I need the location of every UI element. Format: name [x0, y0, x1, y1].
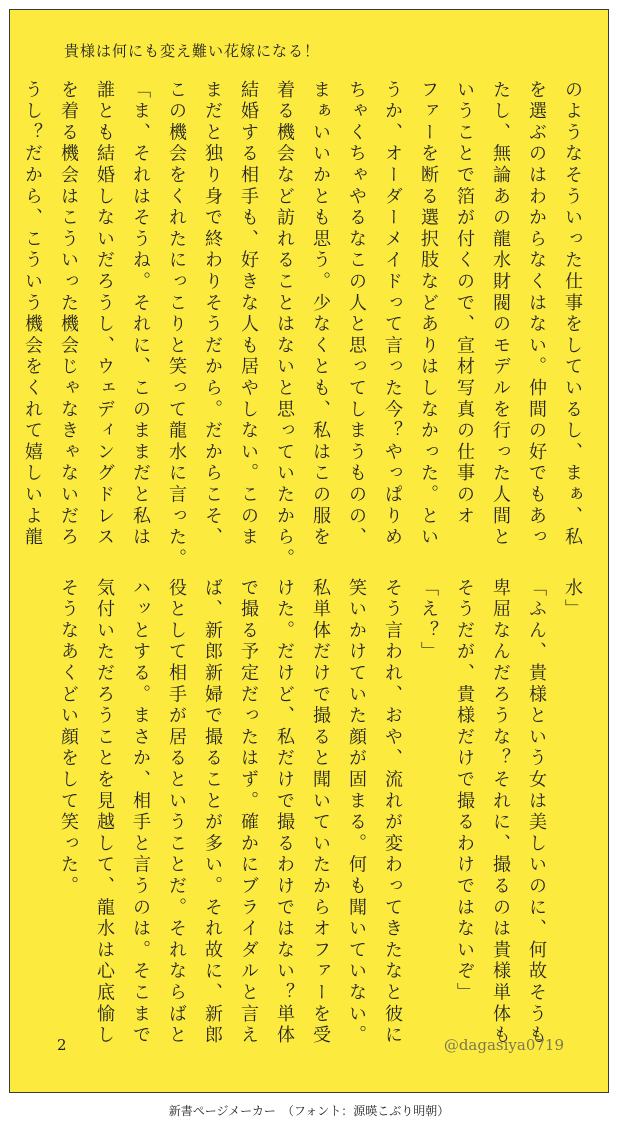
text-column: 「ま、それはそうね。それに、このままだと私は [130, 80, 151, 549]
text-column: 「え？」 [418, 578, 439, 664]
text-column: うか、オーダーメイドって言った今？やっぱりめ [382, 80, 403, 549]
text-column: 水」 [562, 578, 583, 621]
text-column: ハッとする。まさか、相手と言うのは。そこまで [130, 578, 151, 1047]
text-column: 着る機会など訪れることはないと思っていたから。 [274, 80, 295, 570]
page-number: 2 [57, 1036, 67, 1054]
text-column: うし？だから、こういう機会をくれて嬉しいよ龍 [22, 80, 43, 549]
text-column: 笑いかけていた顔が固まる。何も聞いていない。 [346, 578, 367, 1047]
text-column: けた。だけど、私だけで撮るわけではない？単体 [274, 578, 295, 1047]
text-column: そう言われ、おや、流れが変わってきたなと彼に [382, 578, 403, 1047]
text-column: この機会をくれたにっこりと笑って龍水に言った。 [166, 80, 187, 570]
text-column: を着る機会はこういった機会じゃなきゃないだろ [58, 80, 79, 549]
text-column: ちゃくちゃやるなこの人と思ってしまうものの、 [346, 80, 367, 549]
running-header-title: 貴様は何にも変え難い花嫁になる！ [64, 42, 321, 60]
text-column: まぁいいかとも思う。少なくとも、私はこの服を [310, 80, 331, 549]
text-column: そうだが、貴様だけで撮るわけではないぞ」 [454, 578, 475, 1004]
text-column: 誰とも結婚しないだろうし、ウェディングドレス [94, 80, 115, 549]
text-column: 結婚する相手も、好きな人も居やしない。このま [238, 80, 259, 549]
text-column: 「ふん、貴様という女は美しいのに、何故そうも [526, 578, 547, 1047]
text-column: いうことで箔が付くので、宣材写真の仕事のオ [454, 80, 475, 528]
generator-credit: 新書ページメーカー （フォント：源暎こぶり明朝） [168, 1104, 450, 1118]
book-page [9, 9, 609, 1093]
text-column: で撮る予定だったはず。確かにブライダルと言え [238, 578, 259, 1047]
body-text-top [22, 80, 590, 570]
text-column: そうなあくどい顔をして笑った。 [58, 578, 79, 898]
text-column: 卑屈なんだろうな？それに、撮るのは貴様単体も [490, 578, 511, 1047]
author-handle: @dagasiya0719 [443, 1036, 564, 1054]
text-column: ば、新郎新婦で撮ることが多い。それ故に、新郎 [202, 578, 223, 1047]
text-column: 気付いただろうことを見越して、龍水は心底愉し [94, 578, 115, 1047]
text-column: ファーを断る選択肢などありはしなかった。とい [418, 80, 439, 549]
text-column: 役として相手が居るということだ。それならばと [166, 578, 187, 1047]
text-column: のようなそういった仕事をしているし、まぁ、私 [562, 80, 583, 549]
text-column: まだと独り身で終わりそうだから。だからこそ、 [202, 80, 223, 549]
text-column: たし、無論あの龍水財閥のモデルを行った人間と [490, 80, 511, 549]
body-text-bottom [46, 578, 590, 1048]
text-column: 私単体だけで撮ると聞いていたからオファーを受 [310, 578, 331, 1047]
text-column: を選ぶのはわからなくはない。仲間の好でもあっ [526, 80, 547, 549]
